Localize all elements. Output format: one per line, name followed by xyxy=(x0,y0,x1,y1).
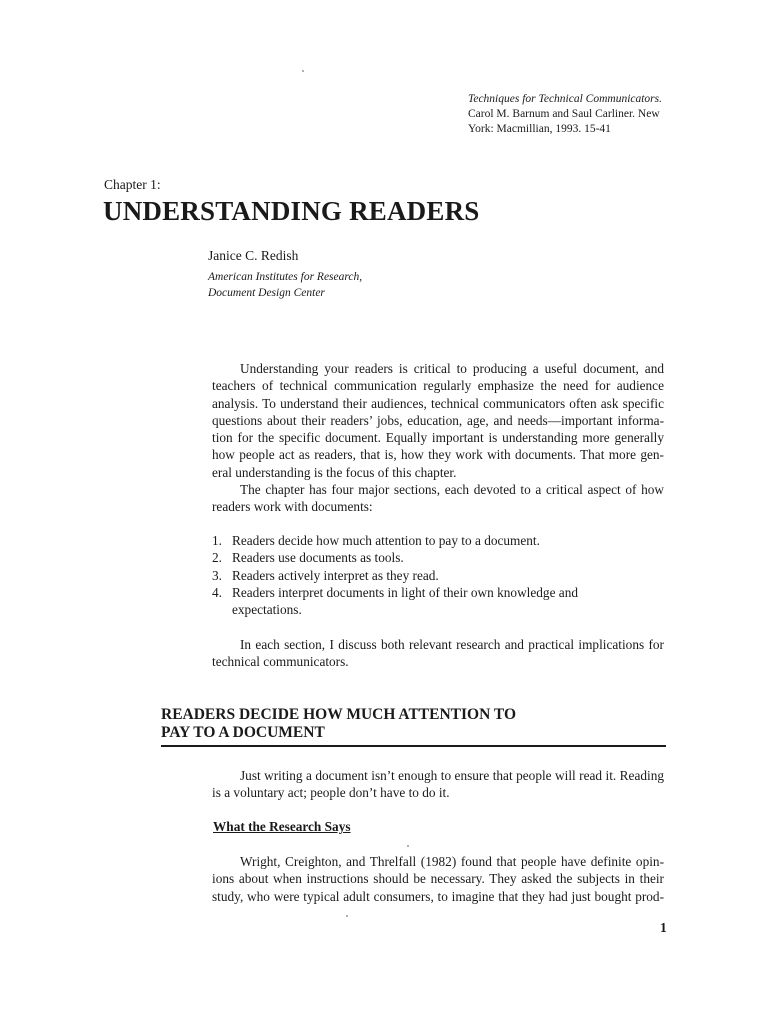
paragraph-line: eral understanding is the focus of this chapter. xyxy=(212,464,457,480)
section-divider xyxy=(161,745,666,747)
citation-block xyxy=(468,92,708,137)
paragraph-line: is a voluntary act; people don’t have to do it. xyxy=(212,785,450,801)
list-item xyxy=(212,532,652,549)
paragraph-line: ions about when instructions should be necessary. They asked the subjects in their xyxy=(212,871,664,887)
closing-paragraph xyxy=(212,636,664,671)
paragraph-line: The chapter has four major sections, each devoted to a critical aspect of how xyxy=(240,482,664,498)
scan-speck xyxy=(407,845,409,847)
paragraph-line: In each section, I discuss both relevant research and practical implications for xyxy=(240,637,664,652)
list-number: 2. xyxy=(212,550,222,566)
list-item xyxy=(212,567,652,584)
section-paragraph xyxy=(212,767,664,802)
page-number: 1 xyxy=(660,920,667,935)
scan-speck xyxy=(302,70,304,72)
paragraph-line: technical communicators. xyxy=(212,654,349,670)
research-paragraph xyxy=(212,853,664,905)
paragraph-line: how people act as readers, that is, how they work with documents. That more gen- xyxy=(212,447,664,463)
intro-paragraph-2 xyxy=(212,481,664,516)
paragraph-line: readers work with documents: xyxy=(212,499,373,515)
affiliation-line: American Institutes for Research, xyxy=(208,271,363,283)
chapter-title: UNDERSTANDING READERS xyxy=(103,196,480,226)
paragraph-line: analysis. To understand their audiences, technical communicators often ask specific xyxy=(212,395,664,411)
section-heading-line: PAY TO A DOCUMENT xyxy=(161,724,325,741)
intro-section xyxy=(212,360,664,516)
affiliation-line: Document Design Center xyxy=(208,286,325,299)
list-text-line: Readers interpret documents in light of their own knowledge and xyxy=(232,584,578,600)
list-number: 1. xyxy=(212,533,222,548)
list-number: 4. xyxy=(212,584,222,600)
intro-paragraph-1 xyxy=(212,360,664,481)
paragraph-line: Understanding your readers is critical to producing a useful document, and xyxy=(240,361,664,376)
list-number: 3. xyxy=(212,567,222,583)
scan-speck xyxy=(346,915,348,917)
paragraph-line: study, who were typical adult consumers, to imagine that they had just bought prod- xyxy=(212,888,664,904)
paragraph-line: questions about their readers’ jobs, education, age, and needs—important informa- xyxy=(212,412,664,428)
paragraph-line: tion for the specific document. Equally important is understanding more generally xyxy=(212,430,664,446)
list-text: Readers use documents as tools. xyxy=(232,550,404,566)
paragraph-line: Just writing a document isn’t enough to ensure that people will read it. Reading xyxy=(240,768,664,783)
author-name: Janice C. Redish xyxy=(208,248,299,263)
research-subheading: What the Research Says xyxy=(213,819,351,834)
sections-list xyxy=(212,532,652,618)
list-text: Readers actively interpret as they read. xyxy=(232,567,439,583)
paragraph-line: teachers of technical communication regularly emphasize the need for audience xyxy=(212,378,664,394)
citation-editors: Carol M. Barnum and Saul Carliner. New xyxy=(468,108,660,120)
section-heading xyxy=(161,706,516,742)
list-text-line: expectations. xyxy=(232,602,302,618)
list-text xyxy=(232,584,652,619)
section-heading-line: READERS DECIDE HOW MUCH ATTENTION TO xyxy=(161,706,516,723)
citation-book-title: Techniques for Technical Communicators. xyxy=(468,93,663,105)
citation-publisher: York: Macmillian, 1993. 15-41 xyxy=(468,123,611,135)
list-text: Readers decide how much attention to pay to a document. xyxy=(232,533,540,548)
chapter-label: Chapter 1: xyxy=(104,177,161,192)
paragraph-line: Wright, Creighton, and Threlfall (1982) found that people have definite opin- xyxy=(240,854,664,869)
list-item xyxy=(212,584,652,619)
list-item xyxy=(212,549,652,566)
author-affiliation xyxy=(208,270,362,301)
